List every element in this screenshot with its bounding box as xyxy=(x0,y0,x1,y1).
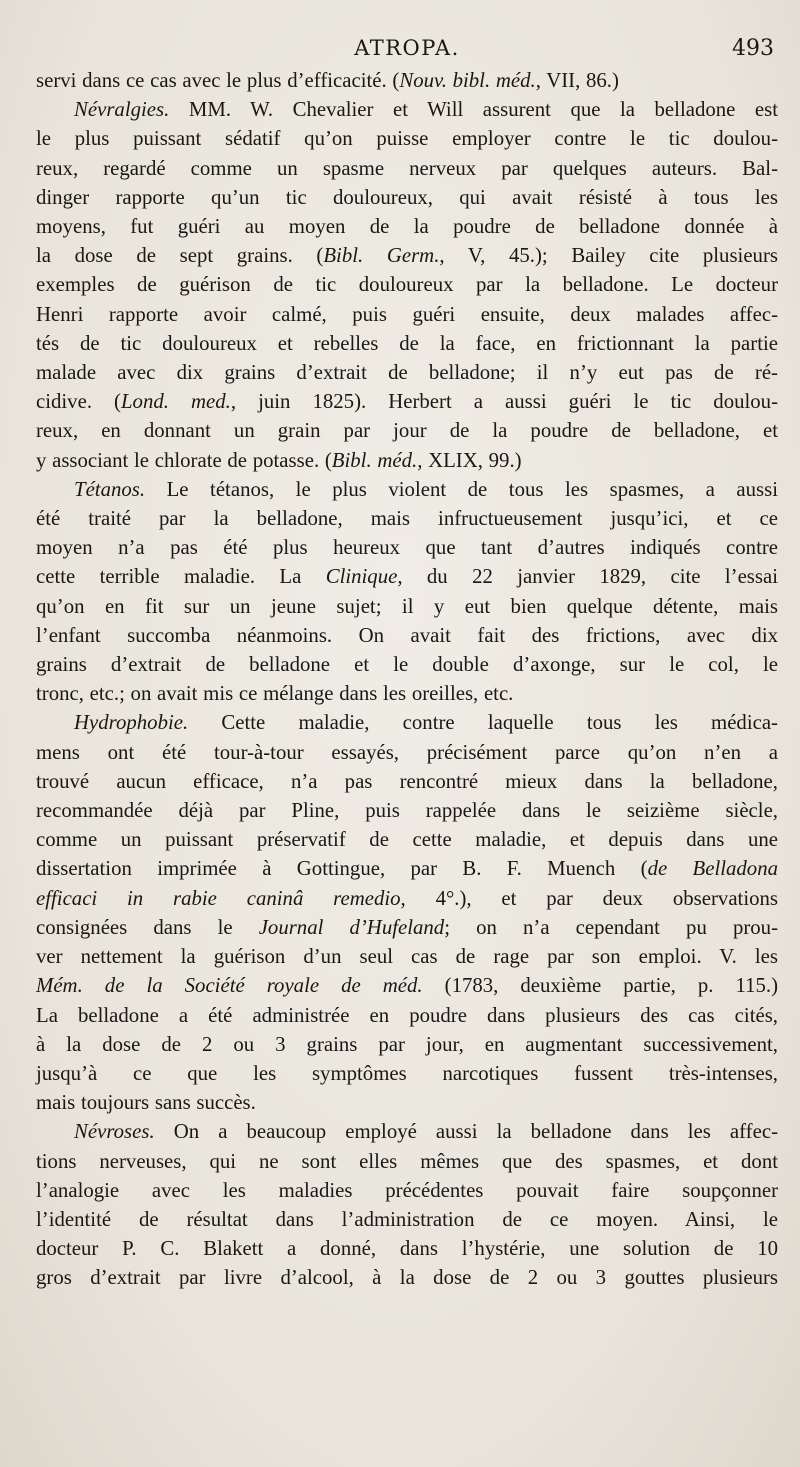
page-number: 493 xyxy=(732,36,774,61)
italic-text: Hydrophobie. xyxy=(74,711,189,735)
page-header xyxy=(36,34,778,64)
text-line xyxy=(36,446,778,475)
text-run: docteur P. C. Blakett a donné, dans l’hystérie, une solution de 10 xyxy=(36,1237,778,1261)
text-run: à la dose de 2 ou 3 grains par jour, en augmentant successivement, xyxy=(36,1032,778,1056)
text-run: mens ont été tour-à-tour essayés, précisément parce qu’on n’en a xyxy=(36,740,778,764)
text-line xyxy=(36,854,778,883)
text-run: , 4°.), et par deux observations xyxy=(400,886,778,910)
text-run: , V, 45.); Bailey cite plusieurs xyxy=(439,244,778,268)
text-line xyxy=(36,1205,778,1234)
italic-text: Journal d’Hufeland xyxy=(258,915,445,939)
text-line xyxy=(36,504,778,533)
text-run: l’enfant succomba néanmoins. On avait fait des frictions, avec dix xyxy=(36,623,778,647)
text-run: malade avec dix grains d’extrait de belladone; il n’y eut pas de ré- xyxy=(36,361,778,385)
text-line xyxy=(36,825,778,854)
text-run: Le tétanos, le plus violent de tous les spasmes, a aussi xyxy=(145,477,778,501)
text-run: moyen n’a pas été plus heureux que tant d’autres indiqués contre xyxy=(36,536,778,560)
text-line xyxy=(36,212,778,241)
text-line xyxy=(36,708,778,737)
body-text xyxy=(36,66,778,1293)
text-run: La belladone a été administrée en poudre dans plusieurs des cas cités, xyxy=(36,1003,778,1027)
italic-text: Névroses. xyxy=(74,1120,155,1144)
text-run: , XLIX, 99.) xyxy=(417,448,522,472)
text-line xyxy=(36,767,778,796)
text-line xyxy=(36,1088,778,1117)
italic-text: Névralgies. xyxy=(74,98,170,122)
text-run: l’identité de résultat dans l’administration de ce moyen. Ainsi, le xyxy=(36,1207,778,1231)
italic-text: Tétanos. xyxy=(74,477,146,501)
text-line xyxy=(36,1176,778,1205)
text-run: exemples de guérison de tic douloureux par la belladone. Le docteur xyxy=(36,273,778,297)
text-line xyxy=(36,124,778,153)
text-line xyxy=(36,475,778,504)
text-run: été traité par la belladone, mais infructueusement jusqu’ici, et ce xyxy=(36,507,778,531)
text-line xyxy=(36,592,778,621)
italic-text: Nouv. bibl. méd. xyxy=(399,69,536,92)
text-run: la dose de sept grains. ( xyxy=(36,244,324,268)
text-line xyxy=(36,1234,778,1263)
text-line xyxy=(36,1147,778,1176)
text-run: Henri rapporte avoir calmé, puis guéri ensuite, deux malades affec- xyxy=(36,302,778,326)
text-line xyxy=(36,884,778,913)
text-line xyxy=(36,1059,778,1088)
text-run: jusqu’à ce que les symptômes narcotiques fussent très-intenses, xyxy=(36,1061,778,1085)
text-run: , VII, 86.) xyxy=(535,69,619,92)
text-line xyxy=(36,270,778,299)
text-run: tronc, etc.; on avait mis ce mélange dans les oreilles, etc. xyxy=(36,682,514,706)
text-line xyxy=(36,66,778,95)
text-run: qu’on en fit sur un jeune sujet; il y eut bien quelque détente, mais xyxy=(36,594,778,618)
text-line xyxy=(36,738,778,767)
italic-text: Clinique xyxy=(325,565,398,589)
text-line xyxy=(36,387,778,416)
text-run: moyens, fut guéri au moyen de la poudre de belladone donnée à xyxy=(36,215,778,239)
text-run: tés de tic douloureux et rebelles de la face, en frictionnant la partie xyxy=(36,331,778,355)
text-line xyxy=(36,650,778,679)
text-line xyxy=(36,971,778,1000)
text-run: , juin 1825). Herbert a aussi guéri le tic doulou- xyxy=(230,390,779,414)
text-line xyxy=(36,183,778,212)
italic-text: Lond. med. xyxy=(120,390,231,414)
text-run: trouvé aucun efficace, n’a pas rencontré mieux dans la belladone, xyxy=(36,769,778,793)
text-line xyxy=(36,95,778,124)
text-line xyxy=(36,154,778,183)
text-line xyxy=(36,533,778,562)
text-line xyxy=(36,416,778,445)
text-line xyxy=(36,1263,778,1292)
text-run: y associant le chlorate de potasse. ( xyxy=(36,448,332,472)
text-line xyxy=(36,1030,778,1059)
text-run: recommandée déjà par Pline, puis rappelée dans le seizième siècle, xyxy=(36,799,778,823)
text-line xyxy=(36,358,778,387)
italic-text: Bibl. Germ. xyxy=(323,244,440,268)
running-title: ATROPA. xyxy=(354,36,460,60)
text-line xyxy=(36,942,778,971)
text-run: reux, en donnant un grain par jour de la poudre de belladone, et xyxy=(36,419,778,443)
text-run: consignées dans le xyxy=(36,915,259,939)
text-run: dinger rapporte qu’un tic douloureux, qui avait résisté à tous les xyxy=(36,185,778,209)
text-run: le plus puissant sédatif qu’on puisse employer contre le tic doulou- xyxy=(36,127,778,151)
text-line xyxy=(36,796,778,825)
text-line xyxy=(36,1117,778,1146)
text-line xyxy=(36,621,778,650)
italic-text: efficaci in rabie caninâ remedio xyxy=(36,886,401,910)
text-line xyxy=(36,329,778,358)
text-run: servi dans ce cas avec le plus d’efficacité. ( xyxy=(36,69,400,92)
text-line xyxy=(36,562,778,591)
text-run: grains d’extrait de belladone et le double d’axonge, sur le col, le xyxy=(36,653,778,677)
italic-text: Mém. de la Société royale de méd. xyxy=(36,974,423,998)
italic-text: Bibl. méd. xyxy=(331,448,418,472)
text-run: l’analogie avec les maladies précédentes pouvait faire soupçonner xyxy=(36,1178,778,1202)
italic-text: de Belladona xyxy=(647,857,778,881)
text-run: On a beaucoup employé aussi la belladone dans les affec- xyxy=(154,1120,778,1144)
text-run: gros d’extrait par livre d’alcool, à la dose de 2 ou 3 gouttes plusieurs xyxy=(36,1266,778,1290)
text-run: reux, regardé comme un spasme nerveux par quelques auteurs. Bal- xyxy=(36,156,778,180)
text-run: comme un puissant préservatif de cette maladie, et depuis dans une xyxy=(36,828,778,852)
text-run: (1783, deuxième partie, p. 115.) xyxy=(422,974,779,998)
text-run: tions nerveuses, qui ne sont elles mêmes que des spasmes, et dont xyxy=(36,1149,778,1173)
text-run: mais toujours sans succès. xyxy=(36,1091,256,1115)
text-line xyxy=(36,679,778,708)
text-run: Cette maladie, contre laquelle tous les médica- xyxy=(188,711,778,735)
text-line xyxy=(36,1001,778,1030)
text-run: cette terrible maladie. La xyxy=(36,565,326,589)
text-line xyxy=(36,241,778,270)
text-run: dissertation imprimée à Gottingue, par B. F. Muench ( xyxy=(36,857,648,881)
text-run: MM. W. Chevalier et Will assurent que la belladone est xyxy=(169,98,778,122)
text-run: , du 22 janvier 1829, cite l’essai xyxy=(397,565,778,589)
text-run: cidive. ( xyxy=(36,390,121,414)
text-run: ver nettement la guérison d’un seul cas de rage par son emploi. V. les xyxy=(36,945,778,969)
text-line xyxy=(36,913,778,942)
text-line xyxy=(36,300,778,329)
text-run: ; on n’a cependant pu prou- xyxy=(444,915,778,939)
